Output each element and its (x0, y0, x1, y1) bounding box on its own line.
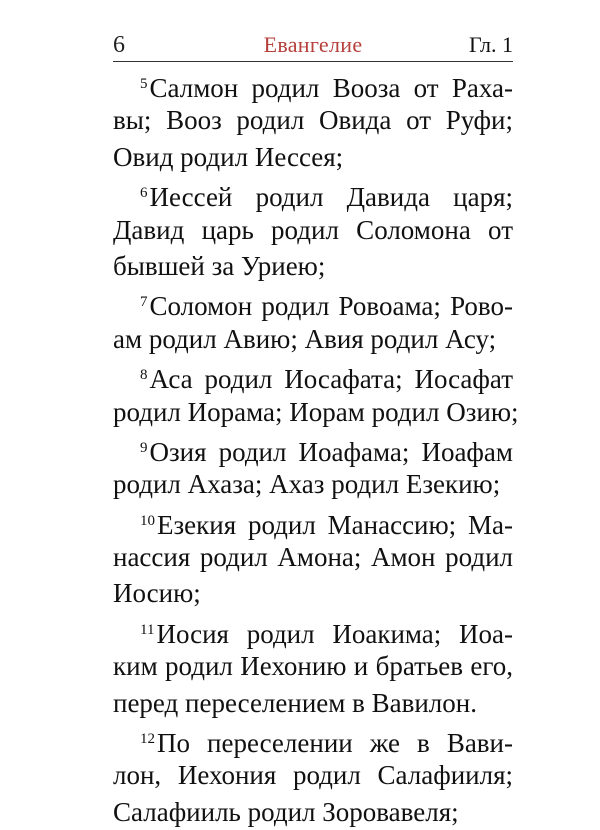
line-text: Озия родил Иоафама; Иоафам (149, 436, 513, 467)
line-text: Иессей родил Давида царя; (149, 182, 513, 213)
text-line (113, 575, 513, 611)
text-line (113, 212, 513, 248)
verse-start-line (113, 503, 513, 539)
text-line (113, 394, 519, 430)
line-text: Давид царь родил Соломона от (113, 214, 513, 245)
text-line (113, 139, 513, 175)
verse-start-line (113, 357, 513, 393)
text-line (113, 685, 513, 721)
line-text: Салмон родил Вооза от Раха- (149, 73, 513, 103)
line-text: перед переселением в Вавилон. (113, 687, 477, 718)
verse-start-line (113, 721, 513, 757)
running-title: Евангелие (263, 32, 363, 57)
verse-start-line (113, 175, 513, 211)
line-text: Салафииль родил Зоровавеля; (113, 796, 459, 827)
line-text: родил Иорама; Иорам родил Озию; (113, 396, 519, 427)
line-text: Иосию; (113, 578, 201, 609)
verse-number: 9 (140, 439, 148, 456)
verse-start-line (113, 430, 513, 466)
verse-number: 12 (140, 731, 155, 748)
line-text: ким родил Иехонию и братьев его, (113, 651, 513, 682)
chapter-label: Гл. 1 (468, 32, 513, 57)
line-text: ам родил Авию; Авия родил Асу; (113, 323, 497, 354)
text-line (113, 466, 513, 502)
text-line (113, 321, 513, 357)
page-number: 6 (113, 32, 125, 58)
line-text: Овид родил Иессея; (113, 141, 344, 172)
line-text: Иосия родил Иоакима; Иоа- (156, 618, 513, 649)
line-text: Езекия родил Манассию; Ма- (157, 509, 513, 540)
line-text: бывшей за Уриею; (113, 250, 326, 281)
verse-number: 10 (140, 512, 155, 529)
line-text: нассия родил Амона; Амон родил (113, 542, 513, 573)
line-text: По переселении же в Вави- (157, 728, 513, 759)
verse-number: 5 (140, 76, 148, 92)
line-text: Соломон родил Ровоама; Рово- (149, 291, 513, 322)
verse-number: 8 (140, 367, 148, 384)
line-text: вы; Вооз родил Овида от Руфи; (113, 105, 513, 136)
verse-number: 6 (140, 185, 148, 202)
verse-start-line (113, 66, 513, 102)
text-line (113, 757, 513, 793)
verse-start-line (113, 612, 513, 648)
verse-start-line (113, 284, 513, 320)
header-rule (113, 61, 513, 62)
line-text: лон, Иехония родил Салафииля; (113, 760, 513, 791)
text-line (113, 648, 513, 684)
text-line (113, 102, 513, 138)
scripture-text (113, 66, 519, 830)
verse-number: 7 (140, 294, 148, 311)
verse-number: 11 (140, 621, 155, 638)
text-line (113, 539, 513, 575)
line-text: родил Ахаза; Ахаз родил Езекию; (113, 469, 501, 500)
text-line (113, 794, 513, 830)
page-header (113, 30, 513, 60)
line-text: Аса родил Иосафата; Иосафат (149, 364, 513, 395)
text-line (113, 248, 513, 284)
